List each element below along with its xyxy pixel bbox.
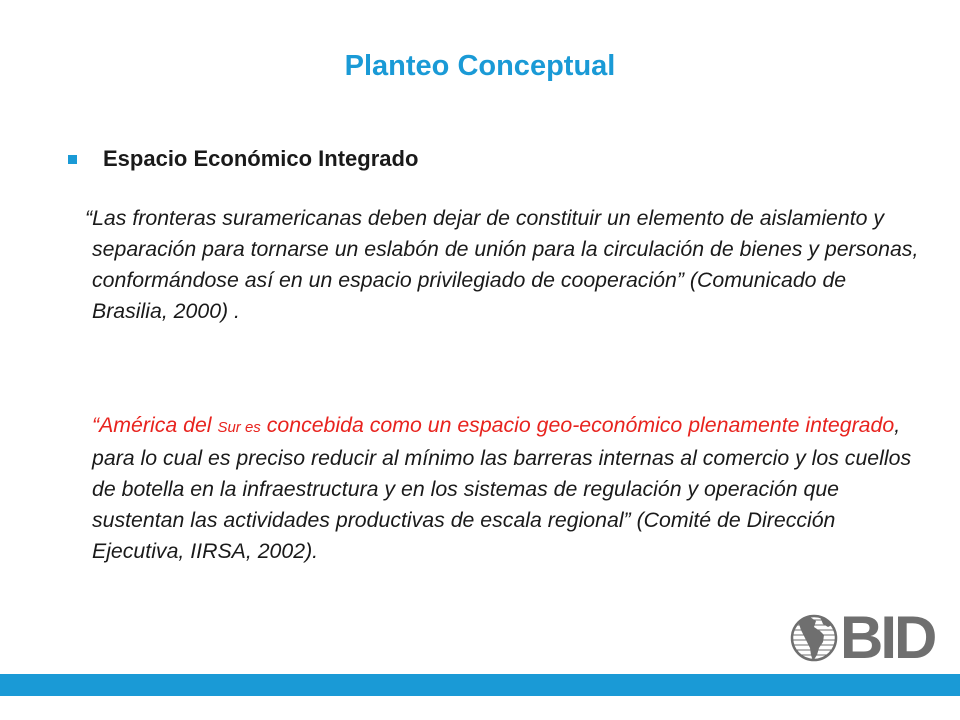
quote-brasilia: “Las fronteras suramericanas deben dejar de constituir un elemento de aislamiento y separación para tornarse un eslabón de unión para la circulación de bienes y personas, conformándose así en un espacio privilegiado de cooperación” (Comunicado de Brasilia, 2000) . bbox=[85, 206, 919, 323]
quote-red-small: Sur es bbox=[217, 419, 261, 436]
quote-rest: , para lo cual es preciso reducir al mínimo las barreras internas al comercio y los cuellos de botella en la infraestructura y en los sistemas de regulación y operación que sustentan las actividades productivas de escala regional” (Comité de Dirección Ejecutiva, IIRSA, 2002). bbox=[92, 413, 912, 563]
bid-logo bbox=[790, 605, 940, 671]
quote-red-mid: concebida como un espacio geo-económico plenamente integrado bbox=[260, 413, 895, 437]
bullet-item bbox=[68, 146, 418, 172]
bid-logo-text: BID bbox=[840, 604, 935, 671]
slide-title: Planteo Conceptual bbox=[344, 50, 616, 82]
square-bullet-icon bbox=[68, 155, 77, 164]
bullet-text: Espacio Económico Integrado bbox=[103, 146, 419, 171]
quote-iirsa bbox=[92, 410, 922, 567]
footer-bar bbox=[0, 674, 960, 696]
quote-red-open: “América del bbox=[92, 413, 218, 437]
globe-americas-icon bbox=[790, 605, 840, 671]
